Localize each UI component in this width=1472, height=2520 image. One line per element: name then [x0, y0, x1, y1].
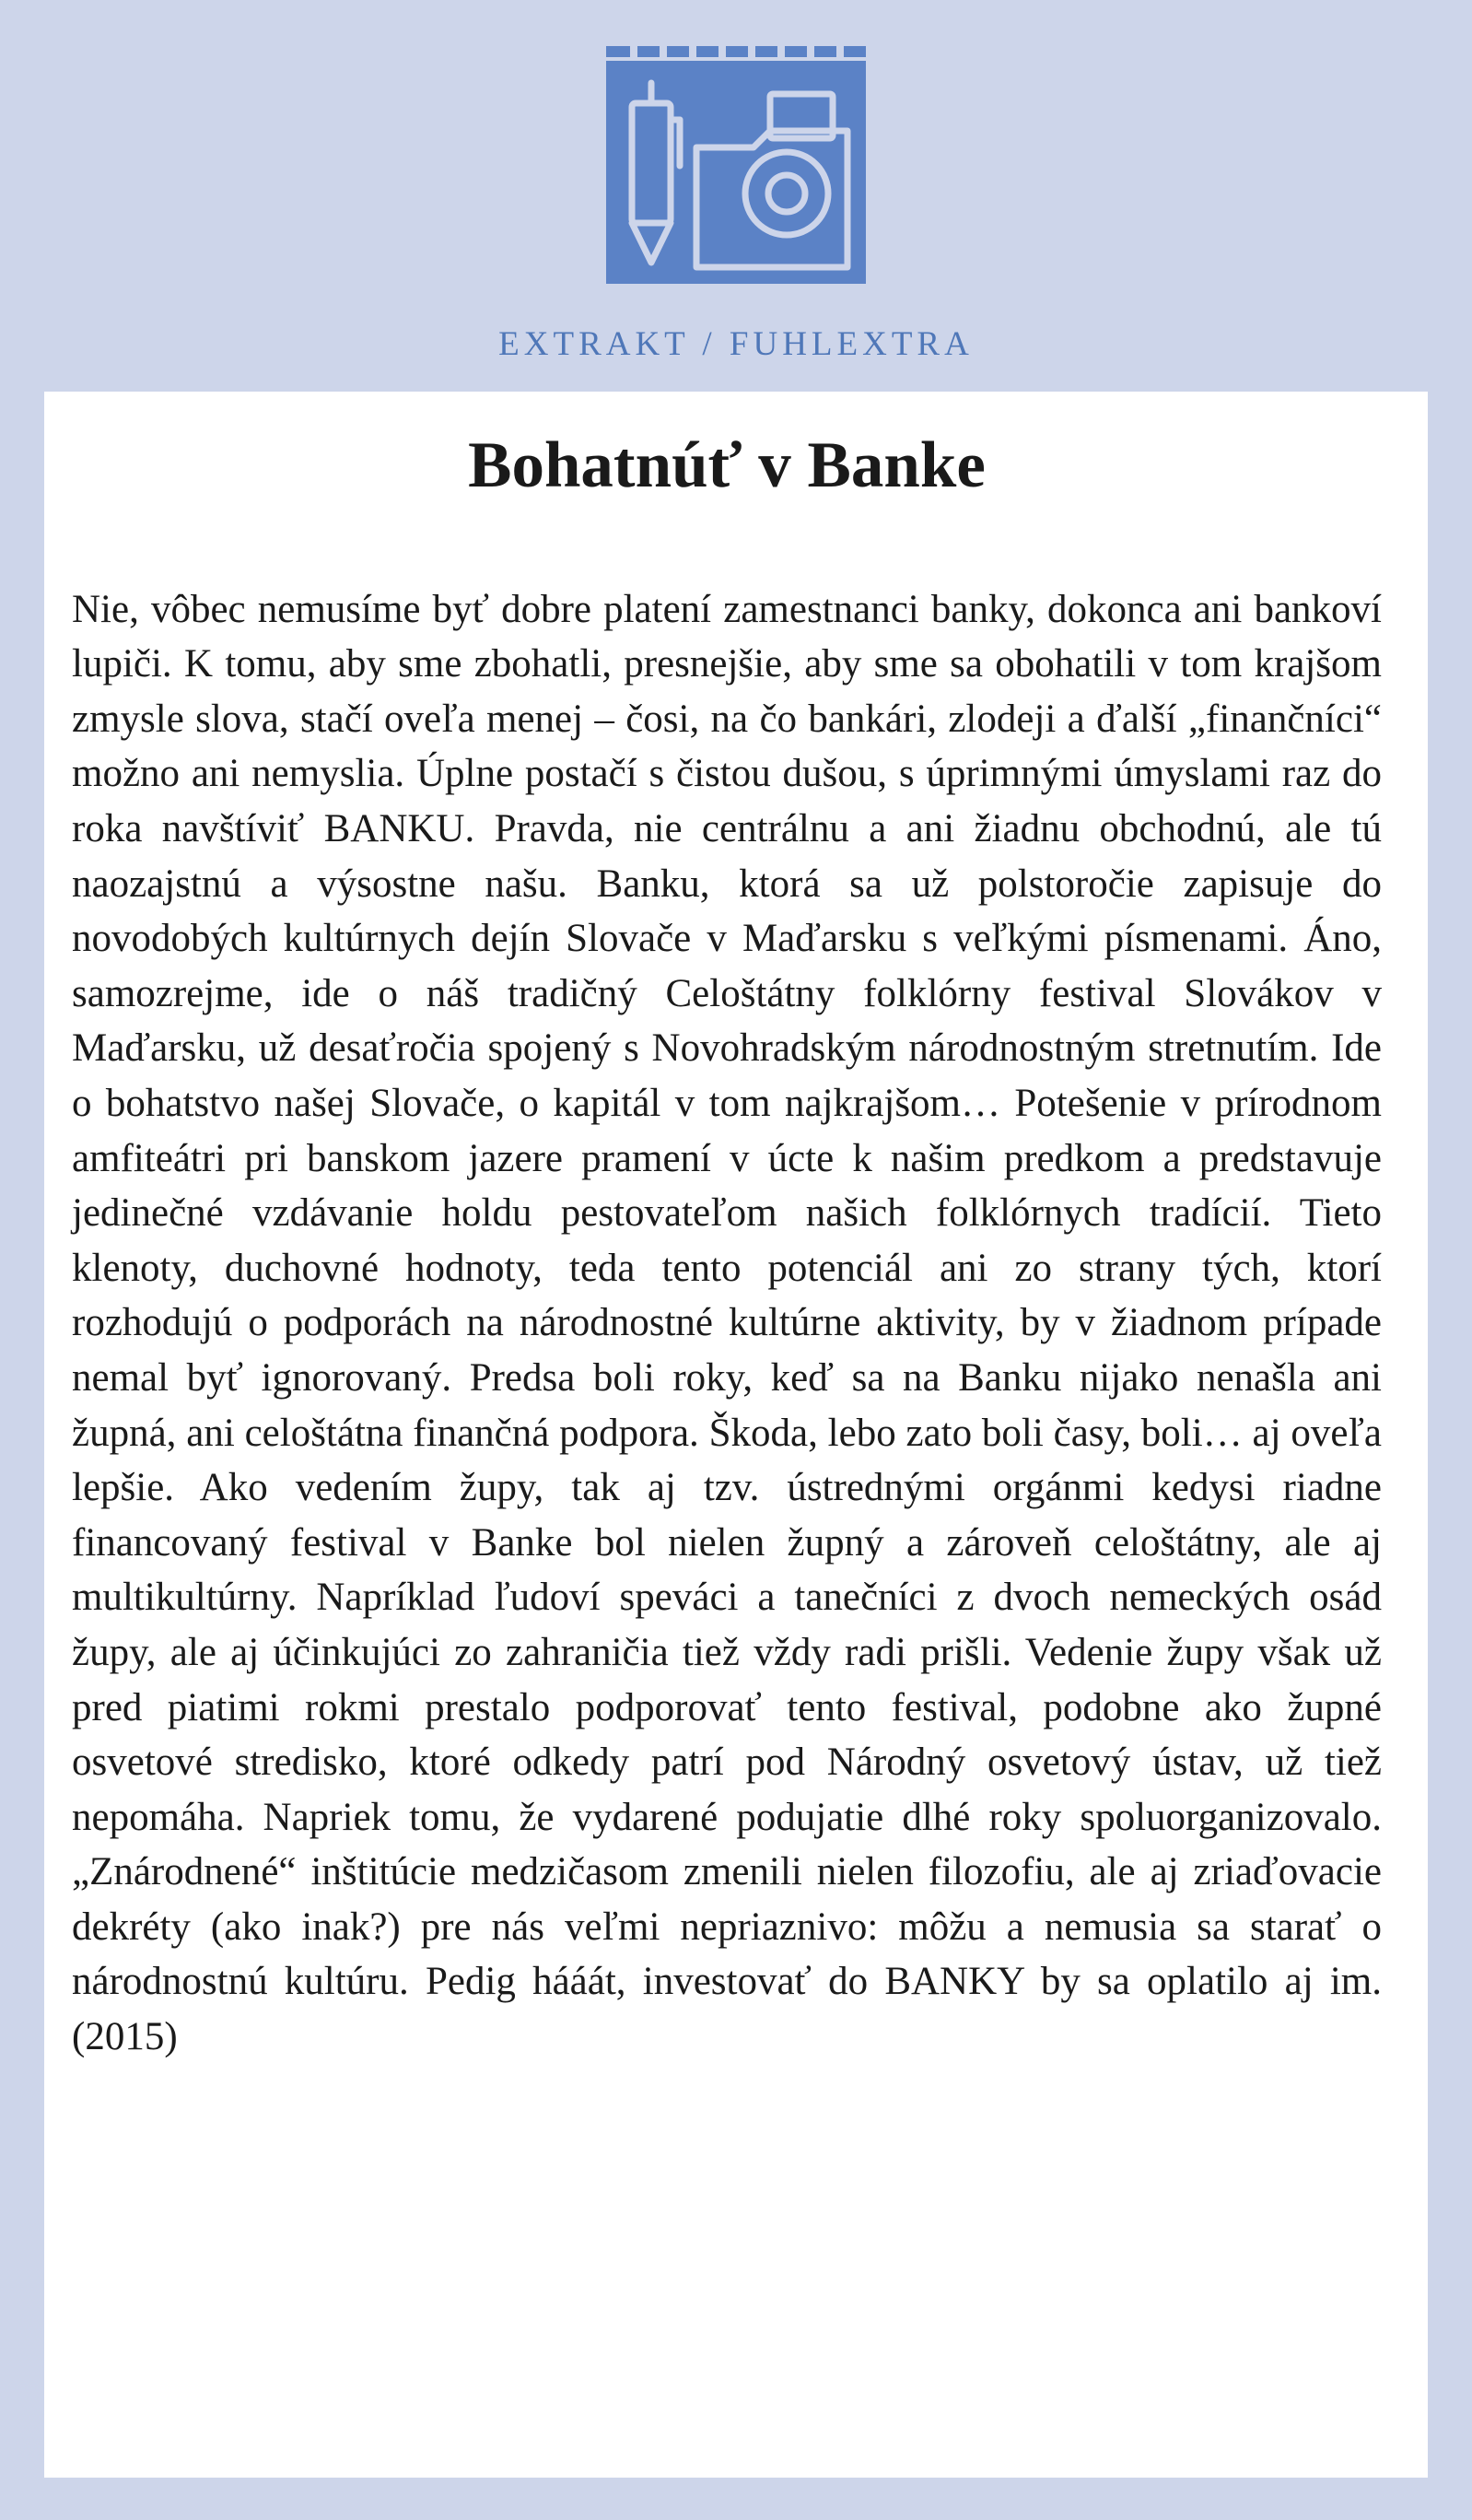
article-card	[44, 392, 1428, 2478]
article-body: Nie, vôbec nemusíme byť dobre platení zamestnanci banky, dokonca ani bankoví lupiči. K tomu, aby sme zbohatli, presnejšie, aby sme sa obohatili v tom krajšom zmysle slova, stačí oveľa menej – čosi, na čo bankári, zlodeji a ďalší „finančníci“ možno ani nemyslia. Úplne postačí s čistou dušou, s úprimnými úmyslami raz do roka navštíviť BANKU. Pravda, nie centrálnu a ani žiadnu obchodnú, ale tú naozajstnú a výsostne našu. Banku, ktorá sa už polstoročie zapisuje do novodobých kultúrnych dejín Slovače v Maďarsku s veľkými písmenami. Áno, samozrejme, ide o náš tradičný Celoštátny folklórny festival Slovákov v Maďarsku, už desaťročia spojený s Novohradským národnostným stretnutím. Ide o bohatstvo našej Slovače, o kapitál v tom najkrajšom… Potešenie v prírodnom amfiteátri pri banskom jazere pramení v úcte k našim predkom a predstavuje jedinečné vzdávanie holdu pestovateľom našich folklórnych tradícií. Tieto klenoty, duchovné hodnoty, teda tento potenciál ani zo strany tých, ktorí rozhodujú o podporách na národnostné kultúrne aktivity, by v žiadnom prípade nemal byť ignorovaný. Predsa boli roky, keď sa na Banku nijako nenašla ani župná, ani celoštátna finančná podpora. Škoda, lebo zato boli časy, boli… aj oveľa lepšie. Ako vedením župy, tak aj tzv. ústrednými orgánmi kedysi riadne financovaný festival v Banke bol nielen župný a zároveň celoštátny, ale aj multikultúrny. Napríklad ľudoví speváci a tanečníci z dvoch nemeckých osád župy, ale aj účinkujúci zo zahraničia tiež vždy radi prišli. Vedenie župy však už pred piatimi rokmi prestalo podporovať tento festival, podobne ako župné osvetové stredisko, ktoré odkedy patrí pod Národný osvetový ústav, už tiež nepomáha. Napriek tomu, že vydarené podujatie dlhé roky spoluorganizovalo. „Znárodnené“ inštitúcie medzičasom zmenili nielen filozofiu, ale aj zriaďovacie dekréty (ako inak?) pre nás veľmi nepriaznivo: môžu a nemusia sa starať o národnostnú kultúru. Pedig hááát, investovať do BANKY by sa oplatilo aj im. (2015)	[72, 587, 1382, 2059]
notepad-pen-camera-icon	[606, 46, 866, 284]
article-title: Bohatnúť v Banke	[468, 429, 986, 501]
section-label: EXTRAKT / FUHLEXTRA	[498, 325, 974, 363]
